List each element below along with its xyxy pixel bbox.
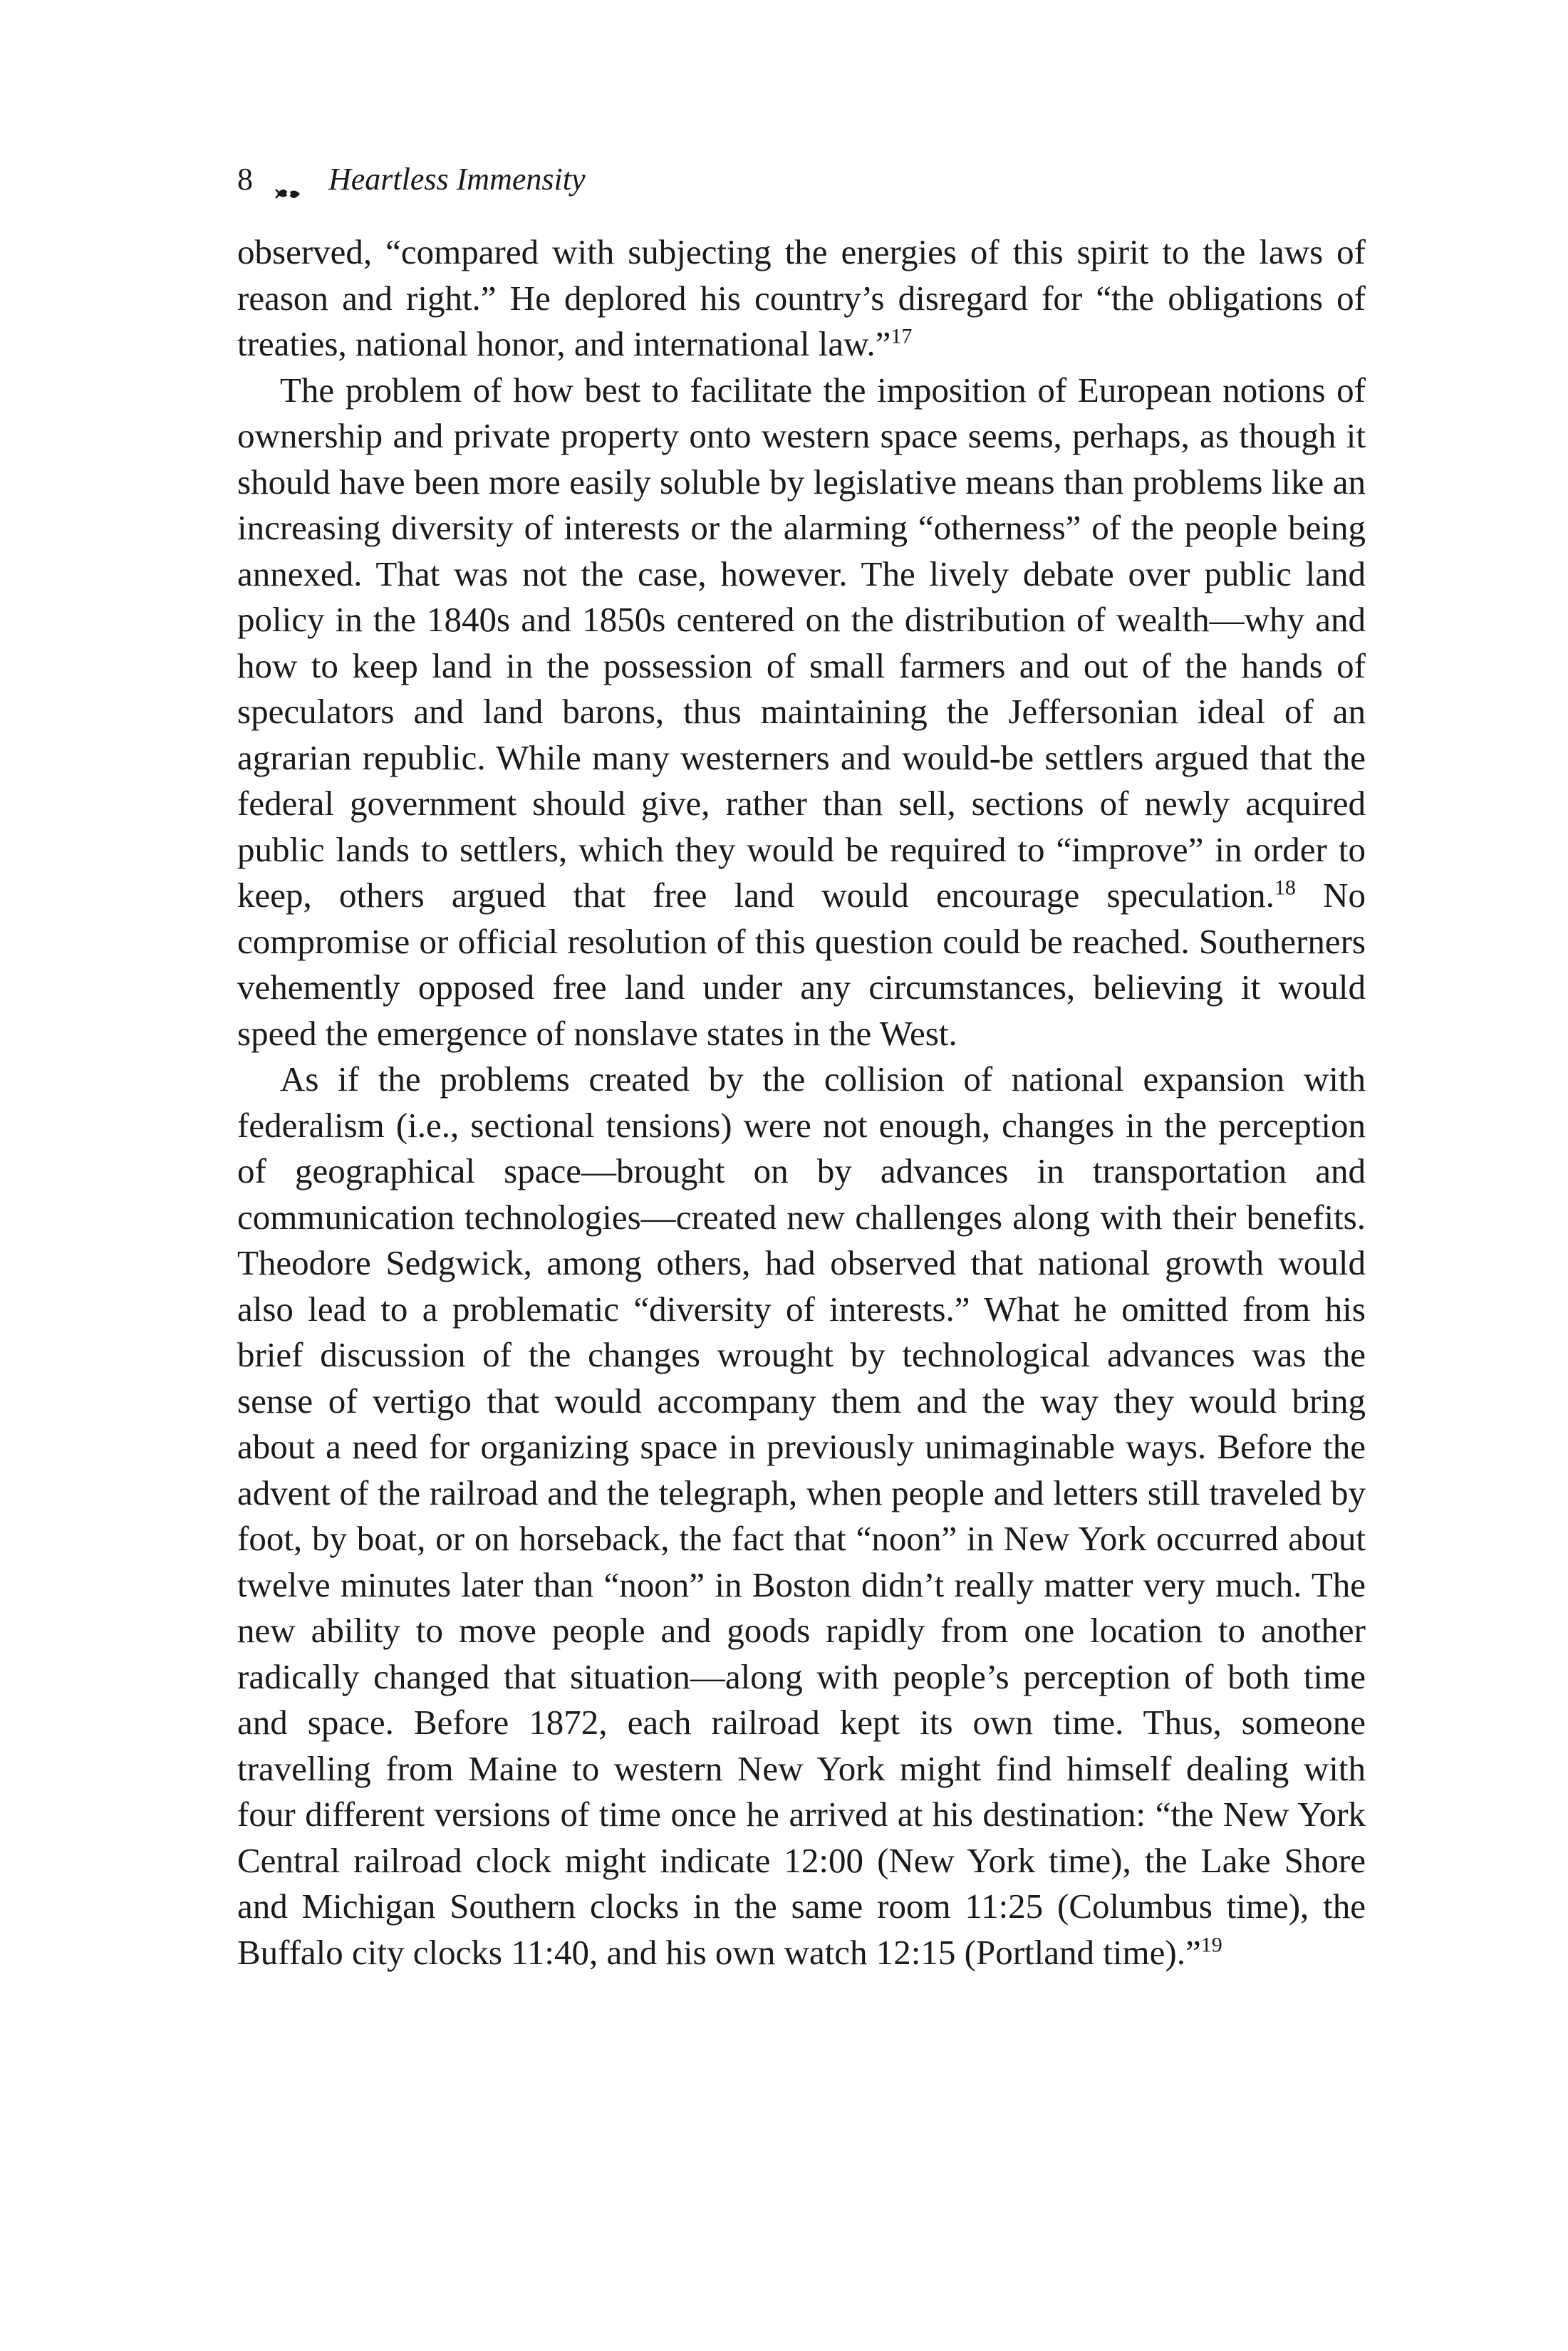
running-head <box>237 158 586 201</box>
paragraph <box>237 368 1366 1057</box>
paragraph <box>237 1057 1366 1976</box>
paragraph-text: As if the problems created by the collision of national expansion with federalism (i.e., sectional tensions) were not enough, changes in the perception of geographical space—brought on by advances in transportation and communication technologies—created new challenges along with their benefits. Theodore Sedgwick, among others, had observed that national growth would also lead to a problematic “diversity of interests.” What he omitted from his brief discussion of the changes wrought by technological advances was the sense of vertigo that would accompany them and the way they would bring about a need for organizing space in previously unimaginable ways. Before the advent of the railroad and the telegraph, when people and letters still traveled by foot, by boat, or on horseback, the fact that “noon” in New York occurred about twelve minutes later than “noon” in Boston didn’t really matter very much. The new ability to move people and goods rapidly from one location to another radically changed that situation—along with people’s perception of both time and space. Before 1872, each railroad kept its own time. Thus, someone travelling from Maine to western New York might find himself dealing with four different versions of time once he arrived at his destination: “the New York Central railroad clock might indicate 12:00 (New York time), the Lake Shore and Michigan Southern clocks in the same room 11:25 (Columbus time), the Buffalo city clocks 11:40, and his own watch 12:15 (Portland time).” <box>237 1059 1366 1972</box>
footnote-reference: 19 <box>1200 1933 1222 1957</box>
page-number: 8 <box>237 162 253 197</box>
footnote-reference: 18 <box>1274 876 1296 900</box>
paragraph <box>237 229 1366 368</box>
footnote-reference: 17 <box>891 324 913 348</box>
book-title: Heartless Immensity <box>328 162 586 197</box>
fleuron-icon <box>274 171 303 188</box>
paragraph-text: observed, “compared with subjecting the energies of this spirit to the laws of reason and right.” He deplored his country’s disregard for “the obligations of treaties, national honor, and international law.” <box>237 232 1366 363</box>
paragraph-text: The problem of how best to facilitate the imposition of European notions of ownership and private property onto western space seems, perhaps, as though it should have been more easily soluble by legislative means than problems like an increasing diversity of interests or the alarming “otherness” of the people being annexed. That was not the case, however. The lively debate over public land policy in the 1840s and 1850s centered on the distribution of wealth—why and how to keep land in the possession of small farmers and out of the hands of speculators and land barons, thus maintaining the Jeffersonian ideal of an agrarian republic. While many westerners and would-be settlers argued that the federal government should give, rather than sell, sections of newly acquired public lands to settlers, which they would be required to “improve” in order to keep, others argued that free land would encourage speculation. <box>237 370 1366 915</box>
body-text <box>237 229 1366 1976</box>
paragraph-text: No compromise or official resolution of this question could be reached. Southerners vehemently opposed free land under any circumstances, believing it would speed the emergence of nonslave states in the West. <box>237 876 1366 1053</box>
